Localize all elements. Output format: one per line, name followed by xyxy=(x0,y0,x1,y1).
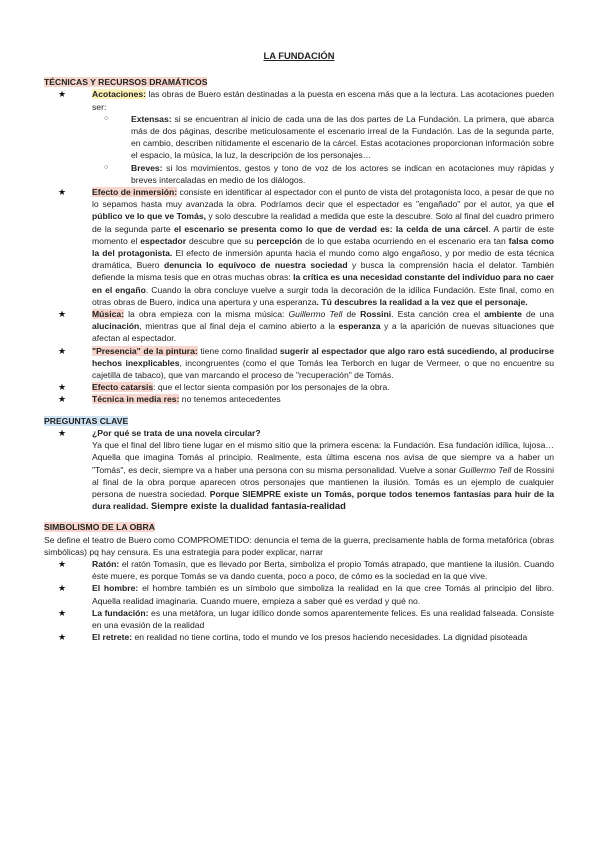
sub-item-extensas: ○ Extensas: si se encuentran al inicio de cada una de las dos partes de La Fundación. La primera, que abarca más de dos páginas, describe meticulosamente el escenario irreal de la Fundación. Las de la segunda parte, en cambio, describen nítidamente el escenario de la cárcel. Estas acotaciones proporcionan información sobre el espacio, la música, la luz, la descripción de los personajes… xyxy=(44,113,554,162)
list-item-hombre: ★ El hombre: el hombre también es un símbolo que simboliza la realidad en la que cree Tomás al principio del libro. Aquella realidad imaginaria. Cuando muere, empieza a saber qué es verdad y qué no. xyxy=(44,582,554,606)
list-item-inmersion: ★ Efecto de inmersión: consiste en identificar al espectador con el punto de vista del protagonista loco, a pesar de que no lo sepamos hasta muy avanzada la obra. Podríamos decir que el espectador es "engañado" por el autor, ya que el público ve lo que ve Tomás, y solo descubre la realidad a medida que este la descubre. Solo al final del cuadro primero de la segunda parte el escenario se presenta como lo que de verdad es: la celda de una cárcel. A partir de este momento el espectador descubre que su percepción de lo que estaba ocurriendo en el escenario era tan falsa como la del protagonista. El efecto de inmersión apunta hacia el mundo como algo engañoso, y por medio de esta técnica dramática, Buero denuncia lo equívoco de nuestra sociedad y busca la comprensión hacia el delator. También defiende la misma tesis que en otras muchas obras: la crítica es una necesidad constante del individuo para no caer en el engaño. Cuando la obra concluye vuelve a surgir toda la decoración de la idílica Fundación. Este final, como en otras obras de Buero, indica una apertura y una esperanza. Tú descubres la realidad a la vez que el personaje. xyxy=(44,186,554,308)
list-item-catarsis: ★ Efecto catarsis: que el lector sienta compasión por los personajes de la obra. xyxy=(44,381,554,393)
list-item-media-res: ★ Técnica in media res: no tenemos antecedentes xyxy=(44,393,554,405)
list-item-retrete: ★ El retrete: en realidad no tiene cortina, todo el mundo ve los presos haciendo necesidades. La dignidad pisoteada xyxy=(44,631,554,643)
list-item-musica: ★ Música: la obra empieza con la misma música: Guillermo Tell de Rossini. Esta canción crea el ambiente de una alucinación, mientras que al final deja el camino abierto a la esperanza y a la aparición de nuevas situaciones que afectan al espectador. xyxy=(44,308,554,345)
list-item-acotaciones: ★ Acotaciones: las obras de Buero están destinadas a la puesta en escena más que a la lectura. Las acotaciones pueden ser: xyxy=(44,88,554,112)
list-item-raton: ★ Ratón: el ratón Tomasín, que es llevado por Berta, simboliza el propio Tomás atrapado, que mantiene la ilusión. Cuando éste muere, es porque Tomás se va dando cuenta, poco a poco, de cómo es la sociedad en la que vive. xyxy=(44,558,554,582)
section-heading-preguntas: PREGUNTAS CLAVE xyxy=(44,415,129,426)
simbolismo-list xyxy=(44,558,554,643)
tecnicas-list xyxy=(44,88,554,405)
sub-item-breves: ○ Breves: si los movimientos, gestos y tono de voz de los actores se indican en acotaciones muy rápidas y breves intercaladas en medio de los diálogos. xyxy=(44,162,554,186)
list-item-pregunta: ★ ¿Por qué se trata de una novela circular? Ya que el final del libro tiene lugar en el mismo sitio que la primera escena: la Fundación. Esa fundación idílica, lujosa… Aquella que imagina Tomás al principio. Realmente, esta última escena nos avisa de que siempre va a haber un "Tomás", es decir, siempre va a haber una persona con su misma personalidad. Vuelve a sonar Guillermo Tell de Rossini al final de la obra porque aparecen otros personajes que mantienen la ilusión. Tomás es un ejemplo de cualquier persona de nuestra sociedad. Porque SIEMPRE existe un Tomás, porque todos tenemos fantasías para huir de la dura realidad. Siempre existe la dualidad fantasía-realidad xyxy=(44,427,554,512)
list-item-fundacion: ★ La fundación: es una metáfora, un lugar idílico donde somos aparentemente felices. Es una realidad falseada. Consiste en una evasión de la realidad xyxy=(44,607,554,631)
section-heading-simbolismo: SIMBOLISMO DE LA OBRA xyxy=(44,522,155,533)
list-item-pintura: ★ "Presencia" de la pintura: tiene como finalidad sugerir al espectador que algo raro está sucediendo, al producirse hechos inexplicables, incongruentes (como el que Tomás lea Terborch en lugar de Vermeer, o que no encuentre su cajetilla de tabaco), que van marcando el proceso de "recuperación" de Tomás. xyxy=(44,345,554,382)
simbolismo-intro: Se define el teatro de Buero como COMPROMETIDO: denuncia el tema de la guerra, precisamente habla de forma metafórica (obras simbólicas) pq hay censura. Es una estrategia para poder explicar, narrar xyxy=(44,534,554,557)
preguntas-list xyxy=(44,427,554,512)
section-heading-tecnicas: TÉCNICAS Y RECURSOS DRAMÁTICOS xyxy=(44,77,208,88)
page-title: LA FUNDACIÓN xyxy=(263,50,335,61)
